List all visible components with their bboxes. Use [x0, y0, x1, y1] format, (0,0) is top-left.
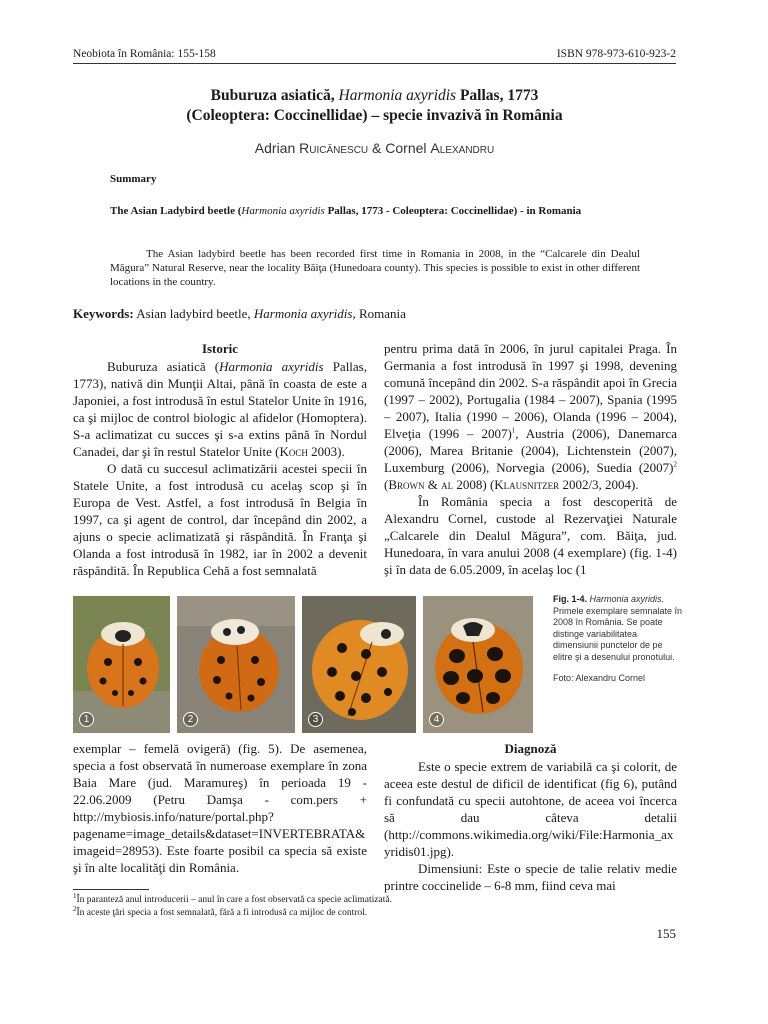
- paragraph: O dată cu succesul aclimatizării acestei specii în Statele Unite, a fost introdusă cu acelaş scop şi în Europa de Vest. Astfel, a fost introdusă în Belgia în 1997, ca şi agent de control, dar începând din 2002, a ajuns o specie aclimatizată şi răspândită. În Franţa şi Olanda a fost introdusă în 1982, iar în 2002 a devenit răspândită. În Republica Cehă a fost semnalată: [73, 461, 367, 578]
- text: (: [384, 477, 389, 492]
- article-title: [73, 86, 676, 126]
- photo-4: [423, 596, 533, 733]
- footnote-ref: 1: [511, 426, 516, 435]
- text: 2008) (: [453, 477, 495, 492]
- title-part: Pallas, 1773: [456, 87, 539, 104]
- citation-author: Klausnitzer: [494, 477, 560, 492]
- text: 2003).: [307, 444, 345, 459]
- title-line-2: (Coleoptera: Coccinellidae) – specie invazivă în România: [186, 107, 563, 124]
- title-part: Buburuza asiatică,: [210, 87, 339, 104]
- running-header-left: Neobiota în România: 155-158: [73, 48, 216, 60]
- page-number: 155: [656, 926, 676, 941]
- caption-label: Fig. 1-4.: [553, 594, 588, 604]
- citation-author: Koch: [279, 444, 308, 459]
- figure-caption: [553, 594, 683, 685]
- english-title: [110, 204, 640, 218]
- caption-species: Harmonia axyridis.: [587, 594, 665, 604]
- footnote-2: [73, 904, 392, 920]
- footnote-1: [73, 891, 392, 907]
- photo-2: [177, 596, 295, 733]
- abstract: The Asian ladybird beetle has been recorded first time in Romania in 2008, in the “Calcarele din Dealul Măgura” Natural Reserve, near the locality Băiţa (Hunedoara county). This species is possible to exist in other different locations in the country.: [110, 248, 640, 288]
- footnote-ref: 2: [673, 460, 677, 469]
- author-1-last: Ruicănescu: [299, 140, 369, 156]
- photo-number: 2: [183, 712, 198, 727]
- paragraph: În România specia a fost descoperită de Alexandru Cornel, custode al Rezervaţiei Naturale „Calcarele din Dealul Măgura”, com. Băiţa, jud. Hunedoara, în vara anului 2008 (4 exemplare) (fig. 1-4) şi în data de 6.05.2009, în acelaş loc (1: [384, 494, 677, 577]
- keywords: [73, 306, 676, 322]
- photo-3: [302, 596, 416, 733]
- photo-number: 4: [429, 712, 444, 727]
- section-heading-diagnoza: Diagnoză: [504, 741, 557, 756]
- english-title-species: Harmonia axyridis: [241, 205, 325, 217]
- paragraph: [384, 340, 677, 493]
- footnote-rule: [73, 889, 149, 890]
- text: Pallas, 1773), nativă din Munţii Altai, până în coasta de este a Japoniei, a fost introdusă în estul Statelor Unite în 1916, ca şi mijloc de control biologic al afidelor (Homoptera). S-a aclimatizat cu succes şi s-a extins până în Nordul Canadei, dar şi în restul Statelor Unite (: [73, 359, 367, 459]
- footnote-text: În aceste ţări specia a fost semnalată, fără a fi introdusă ca mijloc de control.: [76, 907, 368, 918]
- photo-credit: Foto: Alexandru Cornel: [553, 673, 646, 683]
- text: pentru prima dată în 2006, în jurul capitalei Praga. În Germania a fost introdusă în 1997 şi 1998, devening comună începând din 2002. S-a răspândit apoi în Grecia (1997 – 2002), Portugalia (1984 – 2007), Spania (1995 – 2007), Italia (1990 – 2006), Olanda (1996 – 2004), Elveţia (1996 – 2007): [384, 341, 677, 441]
- species-name: Harmonia axyridis: [219, 359, 324, 374]
- photo-number: 1: [79, 712, 94, 727]
- authors: [73, 140, 676, 156]
- paragraph: Este o specie extrem de variabilă ca şi colorit, de aceea este destul de dificil de identificat (fig 6), putând fi confundată cu specii autohtone, de aceea voi încerca să dau câteva detalii (http://commons.wikimedia.org/wiki/File:Harmonia_axyridis01.jpg).: [384, 759, 677, 859]
- paragraph: [73, 358, 367, 460]
- left-column: [73, 340, 367, 579]
- text: 2002/3, 2004).: [559, 477, 639, 492]
- footnote-text: În paranteză anul introducerii – anul în care a fost observată ca specie aclimatizată.: [76, 895, 392, 905]
- photo-1: [73, 596, 170, 733]
- right-column-continued: [384, 740, 677, 894]
- figure-photos: [73, 596, 533, 733]
- footnotes: [73, 891, 392, 919]
- english-title-part: Pallas, 1773 - Coleoptera: Coccinellidae) - in Romania: [324, 205, 582, 217]
- author-2-first: Cornel: [385, 140, 431, 156]
- keywords-text: , Romania: [352, 306, 406, 321]
- english-title-part: The Asian Ladybird beetle (: [110, 205, 242, 217]
- text: , Austria (2006), Danemarca (2006), Marea Britanie (2004), Lichtenstein (2007), Luxemburg (2006), Norvegia (2006), Suedia (2007): [384, 426, 677, 475]
- footnote-mark: 2: [73, 904, 77, 913]
- paragraph: exemplar – femelă ovigeră) (fig. 5). De asemenea, specia a fost observată în numeroase exemplare în zona Baia Mare (jud. Maramureş) în perioada 19 - 22.06.2009 (Petru Damşa - com.pers + http://mybiosis.info/nature/portal.php?pagename=image_details&dataset=INVERTEBRATA&imageid=28953). Este foarte posibil ca specia să existe şi în alte localităţi din România.: [73, 741, 367, 875]
- author-separator: &: [368, 140, 386, 156]
- running-header-right: ISBN 978-973-610-923-2: [556, 48, 676, 60]
- keywords-species: Harmonia axyridis: [253, 306, 353, 321]
- author-1-first: Adrian: [254, 140, 300, 156]
- title-species: Harmonia axyridis: [338, 87, 457, 104]
- summary-heading: Summary: [110, 173, 157, 185]
- section-heading-istoric: Istoric: [201, 341, 239, 356]
- right-column: [384, 340, 677, 578]
- citation-author: Brown & al: [388, 477, 454, 492]
- paragraph: Dimensiuni: Este o specie de talie relativ medie printre coccinelide – 6-8 mm, fiind ceva mai: [384, 861, 677, 893]
- author-2-last: Alexandru: [430, 140, 495, 156]
- left-column-continued: [73, 740, 367, 876]
- text: Buburuza asiatică (: [107, 359, 220, 374]
- keywords-label: Keywords:: [73, 306, 134, 321]
- header-rule: [73, 63, 676, 64]
- photo-number: 3: [308, 712, 323, 727]
- keywords-text: Asian ladybird beetle,: [133, 306, 254, 321]
- caption-text: Primele exemplare semnalate în 2008 în România. Se poate distinge variabilitatea dimensiunii punctelor de pe elitre şi a desenului pronotului.: [553, 605, 683, 662]
- footnote-mark: 1: [73, 891, 77, 900]
